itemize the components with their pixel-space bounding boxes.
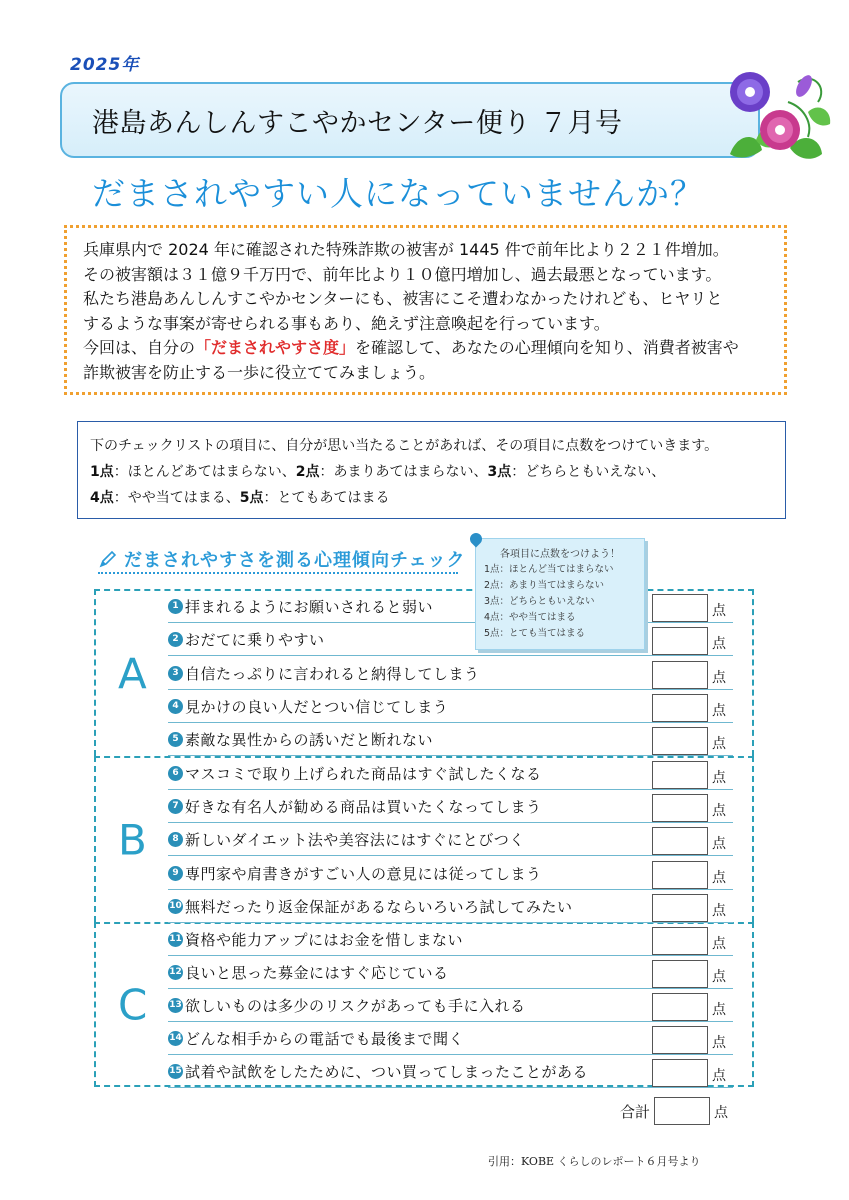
total-unit: 点 bbox=[714, 1105, 728, 1121]
item-number: 9 bbox=[168, 866, 183, 881]
scale-4-label: 4点 bbox=[90, 490, 114, 506]
score-unit: 点 bbox=[712, 1035, 726, 1051]
item-text: 見かけの良い人だとつい信じてしまう bbox=[185, 697, 449, 716]
item-number: 11 bbox=[168, 932, 183, 947]
intro-text: 今回は、自分の bbox=[83, 338, 196, 357]
item-number: 2 bbox=[168, 632, 183, 647]
score-unit: 点 bbox=[712, 1068, 726, 1084]
sticky-line: 1点：ほとんど当てはまらない bbox=[484, 564, 614, 575]
group-letter: B bbox=[118, 815, 147, 865]
score-input-box[interactable] bbox=[652, 960, 708, 988]
intro-line: 兵庫県内で 2024 年に確認された特殊詐欺の被害が 1445 件で前年比より２２１件増加。 bbox=[83, 240, 729, 259]
score-unit: 点 bbox=[712, 903, 726, 919]
item-text: 無料だったり返金保証があるならいろいろ試してみたい bbox=[185, 897, 573, 916]
intro-line: 私たち港島あんしんすこやかセンターにも、被害にこそ遭わなかったけれども、ヒヤリと bbox=[83, 289, 723, 308]
sticky-head: 各項目に点数をつけよう！ bbox=[500, 549, 620, 560]
intro-box bbox=[64, 225, 787, 395]
score-input-box[interactable] bbox=[652, 627, 708, 655]
instructions-line: 下のチェックリストの項目に、自分が思い当たることがあれば、その項目に点数をつけていきます。 bbox=[90, 438, 719, 454]
item-text: 好きな有名人が勧める商品は買いたくなってしまう bbox=[185, 797, 542, 816]
score-unit: 点 bbox=[712, 870, 726, 886]
scale-5-text: ：とてもあてはまる bbox=[263, 490, 390, 506]
score-input-box[interactable] bbox=[652, 761, 708, 789]
item-number: 12 bbox=[168, 965, 183, 980]
sticky-note bbox=[475, 538, 645, 650]
checklist-row bbox=[168, 657, 733, 690]
score-input-box[interactable] bbox=[652, 861, 708, 889]
intro-line: するような事案が寄せられる事もあり、絶えず注意喚起を行っています。 bbox=[83, 313, 610, 333]
checklist-title bbox=[98, 546, 465, 572]
item-text: 自信たっぷりに言われると納得してしまう bbox=[185, 664, 480, 683]
score-input-box[interactable] bbox=[652, 727, 708, 755]
item-number: 3 bbox=[168, 666, 183, 681]
item-number: 4 bbox=[168, 699, 183, 714]
score-input-box[interactable] bbox=[652, 594, 708, 622]
total-label: 合計 bbox=[620, 1103, 651, 1121]
intro-text: を確認して、あなたの心理傾向を知り、消費者被害や bbox=[355, 338, 739, 357]
item-number: 6 bbox=[168, 766, 183, 781]
scale-2-text: ：あまりあてはまらない、 bbox=[319, 464, 488, 480]
item-text: 資格や能力アップにはお金を惜しまない bbox=[185, 930, 463, 949]
score-input-box[interactable] bbox=[652, 661, 708, 689]
item-number: 13 bbox=[168, 998, 183, 1013]
item-text: 拝まれるようにお願いされると弱い bbox=[185, 597, 434, 616]
checklist-row bbox=[168, 690, 733, 723]
checklist-row bbox=[168, 1022, 733, 1055]
checklist-row bbox=[168, 723, 733, 756]
pin-icon bbox=[468, 531, 485, 548]
scale-2-label: 2点 bbox=[295, 464, 320, 480]
item-number: 7 bbox=[168, 799, 183, 814]
scale-3-text: ：どちらともいえない、 bbox=[511, 464, 666, 480]
score-unit: 点 bbox=[712, 770, 726, 786]
morning-glory-icon bbox=[718, 62, 836, 172]
score-unit: 点 bbox=[712, 636, 726, 652]
scale-4-text: ：やや当てはまる、 bbox=[113, 490, 240, 506]
total-score-box[interactable] bbox=[654, 1097, 710, 1125]
score-input-box[interactable] bbox=[652, 1026, 708, 1054]
checklist-row bbox=[168, 890, 733, 923]
score-unit: 点 bbox=[712, 936, 726, 952]
title-banner bbox=[60, 82, 760, 158]
sticky-line: 2点：あまり当てはまらない bbox=[484, 580, 605, 591]
item-text: おだてに乗りやすい bbox=[185, 630, 325, 649]
item-number: 15 bbox=[168, 1064, 183, 1079]
checklist-row bbox=[168, 923, 733, 956]
item-text: どんな相手からの電話でも最後まで聞く bbox=[185, 1029, 465, 1048]
title-underline bbox=[98, 572, 458, 574]
score-unit: 点 bbox=[712, 703, 726, 719]
item-number: 14 bbox=[168, 1031, 183, 1046]
checklist-row bbox=[168, 623, 733, 656]
scale-5-label: 5点 bbox=[239, 490, 264, 506]
score-input-box[interactable] bbox=[652, 894, 708, 922]
group-letter: C bbox=[118, 980, 148, 1029]
sticky-line: 3点：どちらともいえない bbox=[484, 596, 595, 607]
scale-1-text: ：ほとんどあてはまらない、 bbox=[113, 464, 296, 480]
item-text: マスコミで取り上げられた商品はすぐ試したくなる bbox=[185, 764, 542, 783]
sticky-line: 5点：とても当てはまる bbox=[484, 628, 586, 639]
item-text: 試着や試飲をしたために、つい買ってしまったことがある bbox=[185, 1062, 589, 1081]
checklist-row bbox=[168, 956, 733, 989]
pencil-icon bbox=[98, 549, 118, 569]
checklist-row bbox=[168, 989, 733, 1022]
checklist-title-text: だまされやすさを測る心理傾向チェック bbox=[124, 550, 466, 571]
group-letter: A bbox=[118, 649, 147, 698]
item-number: 5 bbox=[168, 732, 183, 747]
score-input-box[interactable] bbox=[652, 827, 708, 855]
instructions-box bbox=[77, 421, 786, 519]
score-unit: 点 bbox=[712, 836, 726, 852]
score-input-box[interactable] bbox=[652, 927, 708, 955]
intro-line: 詐欺被害を防止する一歩に役立ててみましょう。 bbox=[83, 362, 436, 382]
instructions-scale bbox=[90, 485, 773, 511]
year-label: 2025年 bbox=[70, 55, 140, 75]
checklist-row bbox=[168, 823, 733, 856]
item-number: 1 bbox=[168, 599, 183, 614]
checklist-row bbox=[168, 790, 733, 823]
score-input-box[interactable] bbox=[652, 794, 708, 822]
item-text: 素敵な異性からの誘いだと断れない bbox=[185, 730, 434, 749]
score-unit: 点 bbox=[712, 736, 726, 752]
score-input-box[interactable] bbox=[652, 1059, 708, 1087]
score-unit: 点 bbox=[712, 969, 726, 985]
item-number: 8 bbox=[168, 832, 183, 847]
scale-1-label: 1点 bbox=[90, 464, 114, 480]
headline: だまされやすい人になっていませんか？ bbox=[92, 174, 704, 213]
item-text: 良いと思った募金にはすぐ応じている bbox=[185, 963, 449, 982]
intro-line: その被害額は３１億９千万円で、前年比より１０億円増加し、過去最悪となっています。 bbox=[83, 264, 722, 284]
intro-highlight: 「だまされやすさ度」 bbox=[195, 338, 356, 357]
item-text: 欲しいものは多少のリスクがあっても手に入れる bbox=[185, 996, 526, 1015]
score-input-box[interactable] bbox=[652, 993, 708, 1021]
scale-3-label: 3点 bbox=[487, 464, 512, 480]
item-text: 新しいダイエット法や美容法にはすぐにとびつく bbox=[185, 830, 525, 849]
score-unit: 点 bbox=[712, 803, 726, 819]
item-text: 専門家や肩書きがすごい人の意見には従ってしまう bbox=[185, 864, 542, 883]
item-number: 10 bbox=[168, 899, 183, 914]
page-title: 港島あんしんすこやかセンター便り ７月号 bbox=[92, 107, 623, 139]
intro-line bbox=[83, 336, 770, 361]
score-unit: 点 bbox=[712, 670, 726, 686]
checklist-row bbox=[168, 757, 733, 790]
checklist-row bbox=[168, 590, 733, 623]
checklist-row bbox=[168, 1055, 733, 1088]
score-unit: 点 bbox=[712, 603, 726, 619]
score-input-box[interactable] bbox=[652, 694, 708, 722]
instructions-scale bbox=[90, 459, 773, 485]
checklist-row bbox=[168, 857, 733, 890]
sticky-line: 4点：やや当てはまる bbox=[484, 612, 576, 623]
score-unit: 点 bbox=[712, 1002, 726, 1018]
citation: 引用：KOBE くらしのレポート６月号より bbox=[488, 1155, 701, 1168]
